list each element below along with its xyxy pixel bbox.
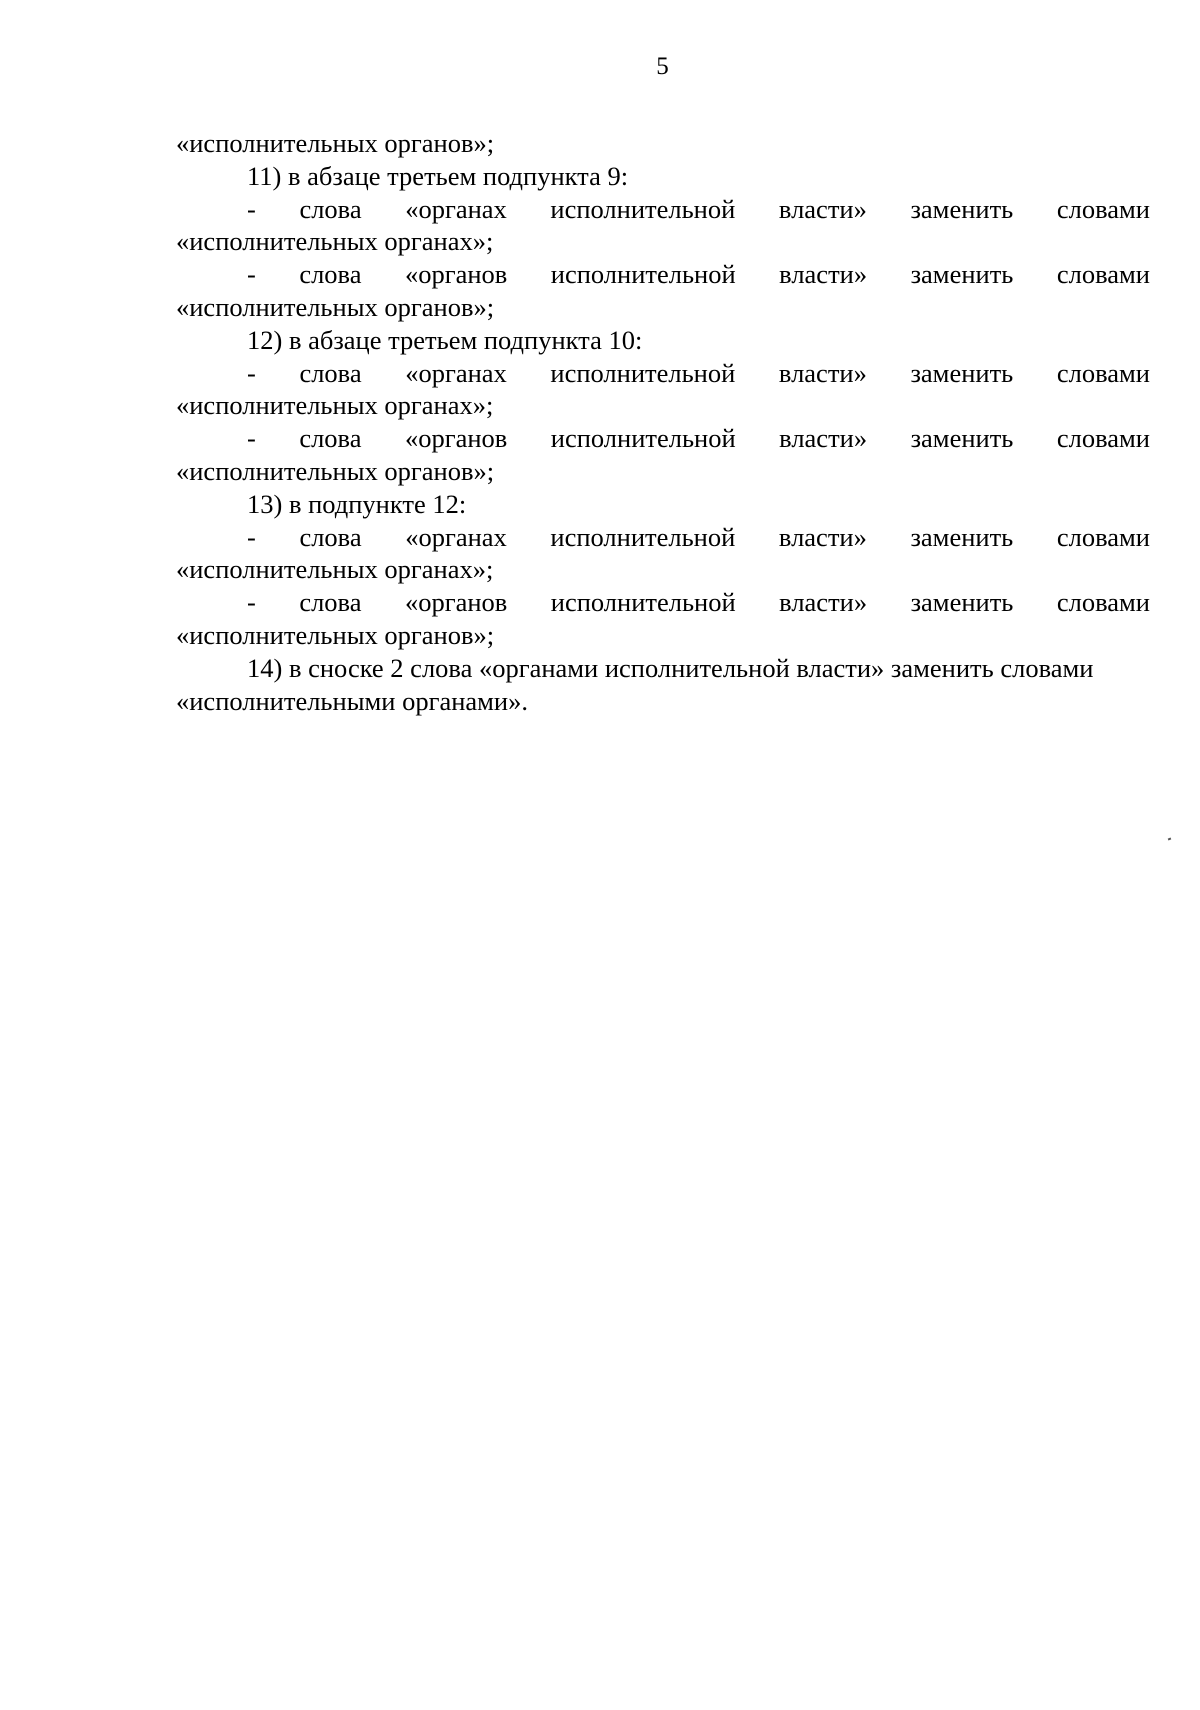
- word: исполнительной: [550, 259, 736, 290]
- item-14-text: 14) в сноске 2 слова «органами исполнительной власти» заменить словами: [247, 652, 1094, 683]
- text-line: «исполнительных органах»;: [176, 226, 494, 257]
- dash: -: [247, 521, 256, 552]
- text-line: «исполнительных органов»;: [176, 291, 495, 322]
- word: заменить: [910, 521, 1014, 552]
- item-12-heading: 12) в абзаце третьем подпункта 10:: [247, 324, 643, 355]
- word: власти»: [778, 521, 867, 552]
- item-13-replacement-1: [176, 521, 1150, 554]
- item-11-replacement-2: [176, 258, 1150, 291]
- page-number: 5: [656, 53, 669, 80]
- word: «органах: [405, 521, 507, 552]
- dash: -: [247, 357, 256, 388]
- word: «органах: [405, 193, 507, 224]
- text-line: «исполнительных органах»;: [176, 390, 494, 421]
- word: «органов: [404, 423, 508, 454]
- word: исполнительной: [550, 587, 736, 618]
- text-line: «исполнительных органов»;: [176, 455, 495, 486]
- item-11-heading: 11) в абзаце третьем подпункта 9:: [247, 160, 629, 191]
- item-13-heading: 13) в подпункте 12:: [247, 488, 467, 519]
- word: словами: [1056, 521, 1150, 552]
- word: словами: [1056, 587, 1150, 618]
- word: заменить: [910, 259, 1014, 290]
- word: исполнительной: [550, 193, 736, 224]
- item-12-replacement-1: [176, 357, 1150, 390]
- text-line: «исполнительными органами».: [176, 685, 528, 716]
- word: слова: [299, 259, 362, 290]
- document-body: [176, 127, 1150, 717]
- item-12-replacement-2: [176, 422, 1150, 455]
- dash: -: [247, 423, 256, 454]
- word: «органов: [404, 259, 508, 290]
- word: исполнительной: [550, 521, 736, 552]
- word: заменить: [910, 423, 1014, 454]
- word: словами: [1056, 193, 1150, 224]
- scan-speck: [1168, 838, 1172, 841]
- item-11-replacement-1: [176, 193, 1150, 226]
- word: власти»: [778, 193, 867, 224]
- word: исполнительной: [550, 423, 736, 454]
- dash: -: [247, 193, 256, 224]
- word: власти»: [779, 423, 868, 454]
- word: слова: [299, 423, 362, 454]
- word: слова: [299, 521, 362, 552]
- dash: -: [247, 587, 256, 618]
- word: слова: [299, 193, 362, 224]
- word: заменить: [910, 587, 1014, 618]
- word: заменить: [910, 193, 1014, 224]
- item-13-replacement-2: [176, 586, 1150, 619]
- word: слова: [299, 587, 362, 618]
- word: власти»: [779, 259, 868, 290]
- word: словами: [1056, 259, 1150, 290]
- word: слова: [299, 357, 362, 388]
- dash: -: [247, 259, 256, 290]
- text-line: «исполнительных органов»;: [176, 619, 495, 650]
- word: власти»: [778, 357, 867, 388]
- word: словами: [1056, 423, 1150, 454]
- text-line: «исполнительных органов»;: [176, 128, 495, 158]
- word: словами: [1056, 357, 1150, 388]
- word: «органов: [404, 587, 508, 618]
- word: исполнительной: [550, 357, 736, 388]
- word: «органах: [405, 357, 507, 388]
- word: заменить: [910, 357, 1014, 388]
- text-line: «исполнительных органах»;: [176, 554, 494, 585]
- word: власти»: [779, 587, 868, 618]
